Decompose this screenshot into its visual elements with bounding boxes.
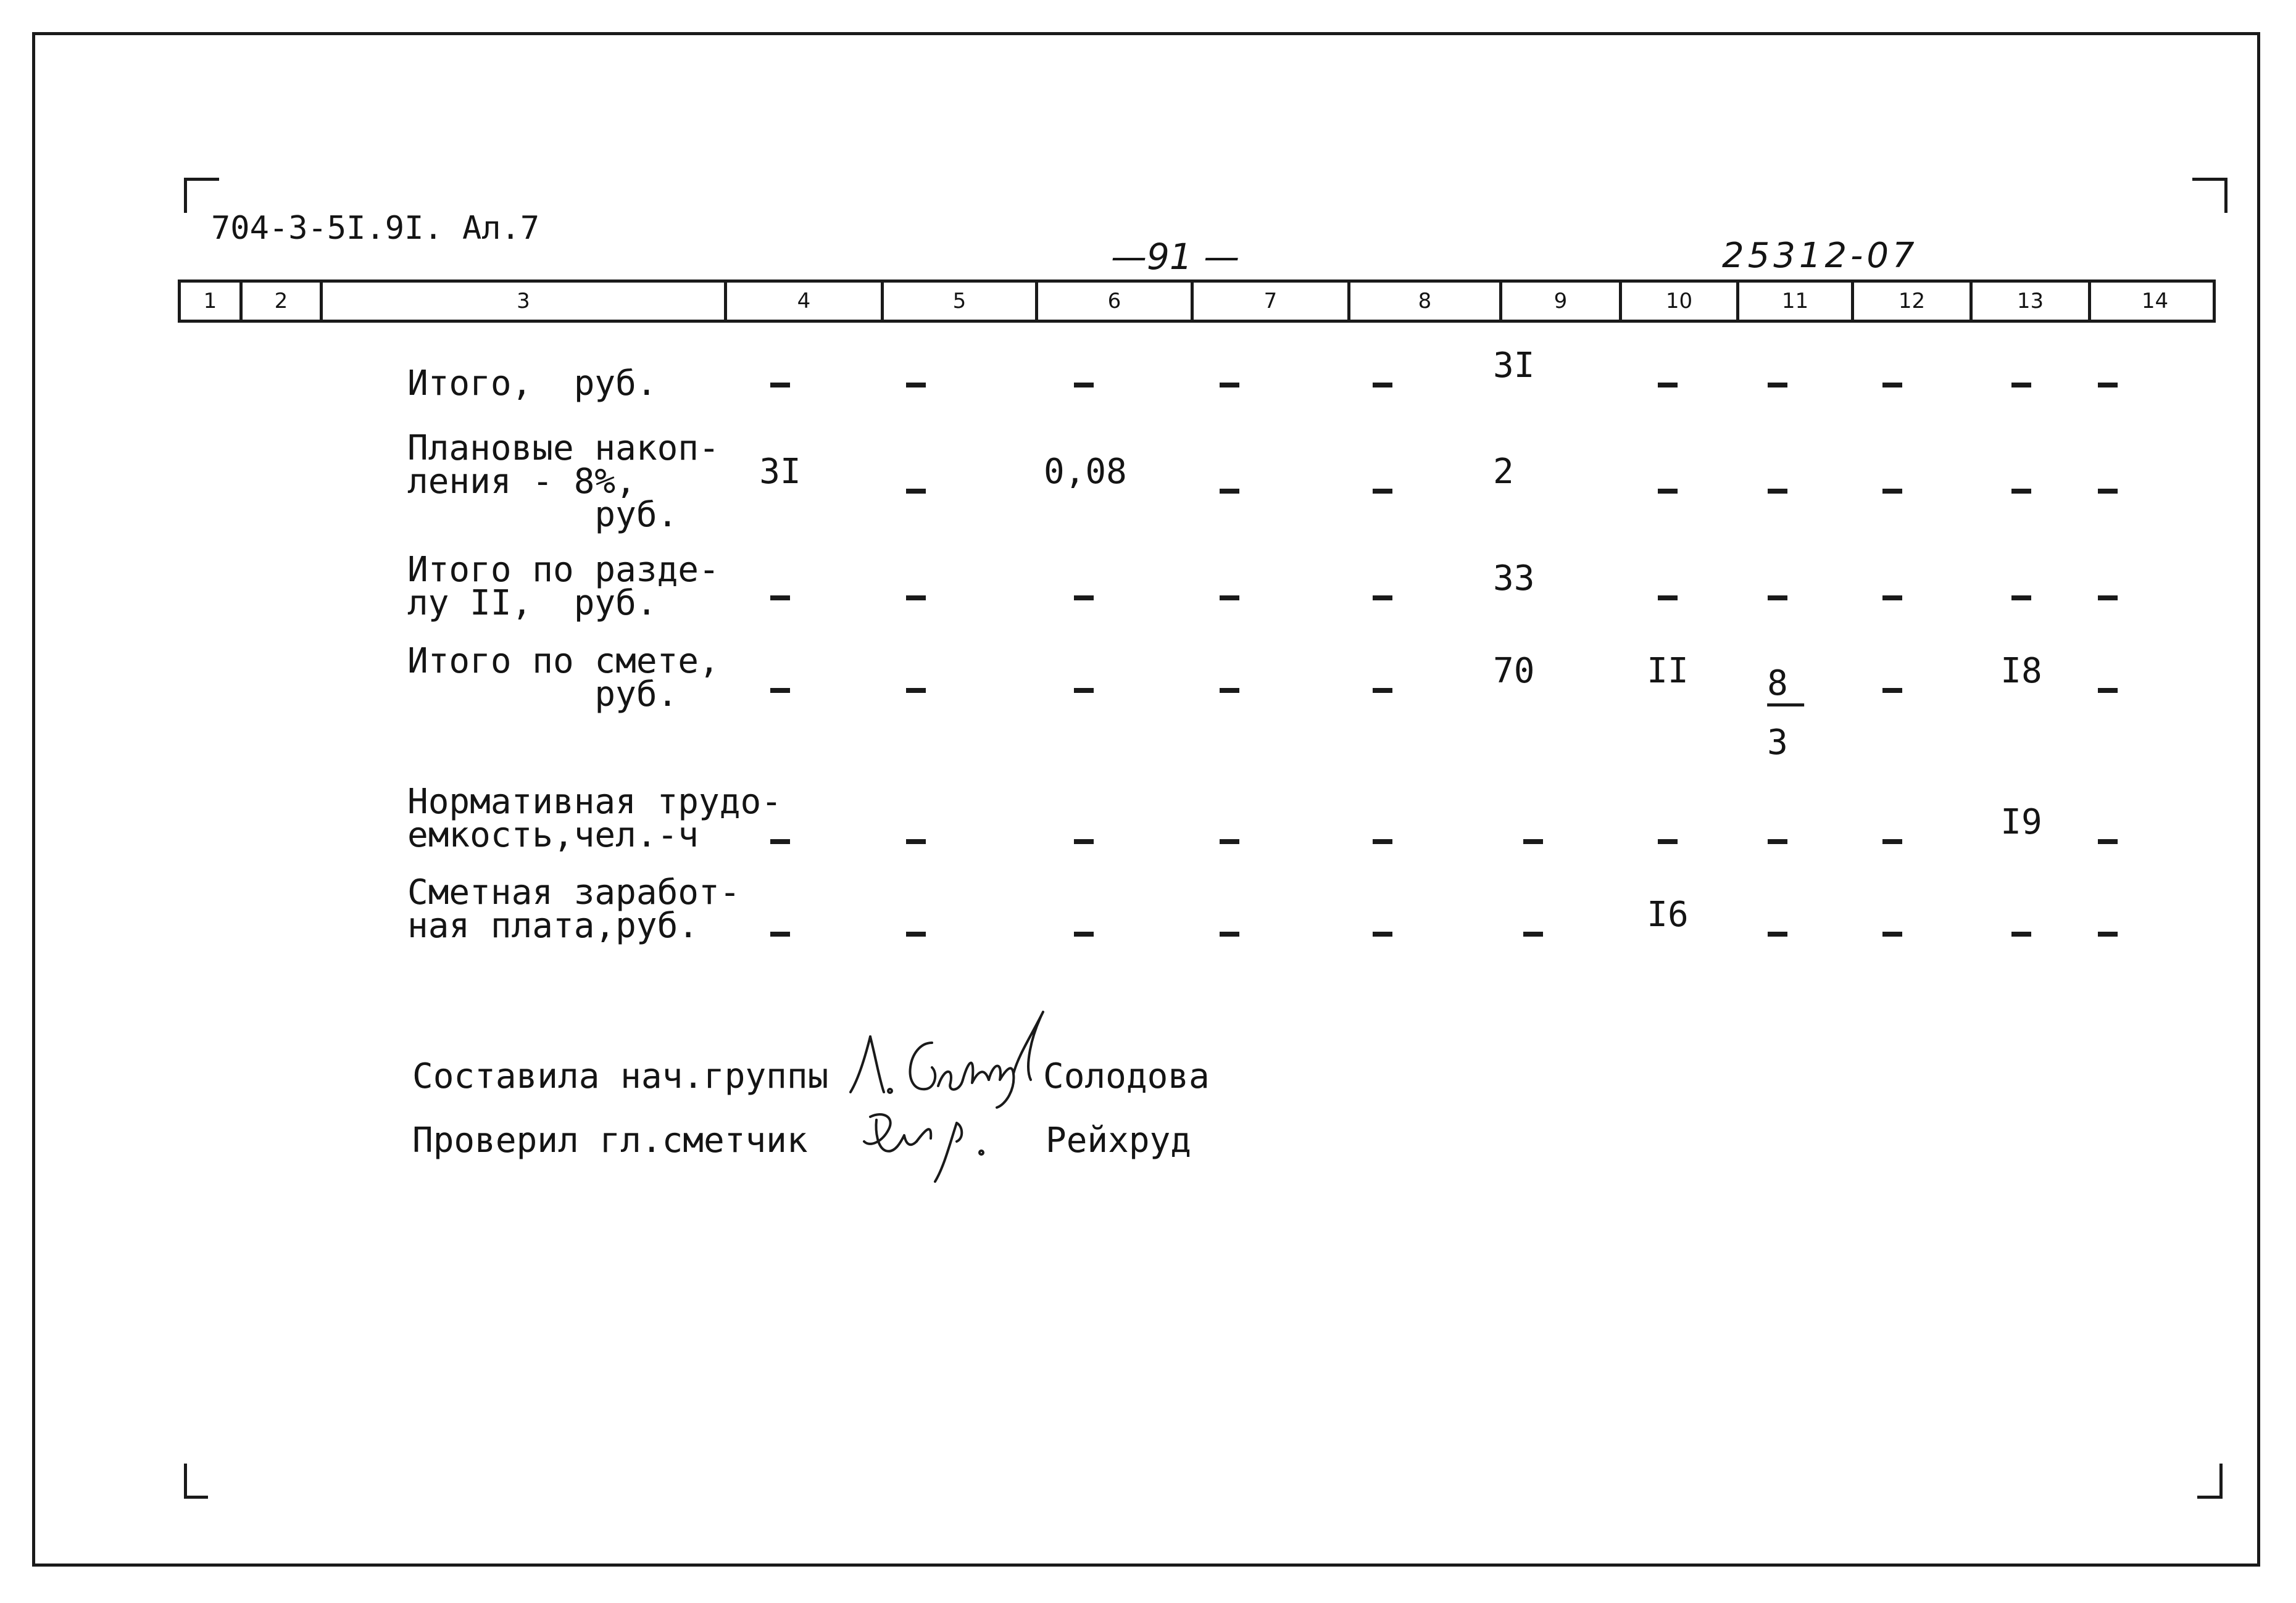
empty-value-dash bbox=[1882, 932, 1902, 937]
column-number-cell: 13 bbox=[1969, 283, 2088, 320]
row-label: Плановые накоп- ления - 8%, руб. bbox=[407, 428, 720, 535]
empty-value-dash bbox=[1074, 383, 1094, 387]
cell-value: 0,08 bbox=[1044, 452, 1127, 492]
empty-value-dash bbox=[1220, 688, 1239, 693]
cell-value: 3I bbox=[759, 452, 801, 492]
empty-value-dash bbox=[2011, 489, 2031, 494]
empty-value-dash bbox=[1768, 595, 1787, 600]
empty-value-dash bbox=[1074, 688, 1094, 693]
empty-value-dash bbox=[2098, 688, 2118, 693]
column-number-cell: 10 bbox=[1619, 283, 1736, 320]
column-number-row bbox=[178, 280, 2216, 323]
column-number-cell: 5 bbox=[881, 283, 1035, 320]
signature-reikhrud bbox=[858, 1104, 1006, 1185]
empty-value-dash bbox=[1768, 839, 1787, 844]
cell-value: 2 bbox=[1493, 452, 1514, 492]
empty-value-dash bbox=[2098, 595, 2118, 600]
row-label: Итого по смете, руб. bbox=[407, 641, 720, 715]
empty-value-dash bbox=[1523, 839, 1543, 844]
empty-value-dash bbox=[1074, 839, 1094, 844]
cell-value: I8 bbox=[2000, 651, 2042, 691]
column-number-cell: 14 bbox=[2088, 283, 2219, 320]
cell-value: 70 bbox=[1493, 651, 1535, 691]
empty-value-dash bbox=[2011, 383, 2031, 387]
empty-value-dash bbox=[1220, 383, 1239, 387]
empty-value-dash bbox=[1220, 932, 1239, 937]
cell-value: 33 bbox=[1493, 558, 1535, 599]
empty-value-dash bbox=[1768, 489, 1787, 494]
empty-value-dash bbox=[770, 688, 790, 693]
empty-value-dash bbox=[2098, 383, 2118, 387]
empty-value-dash bbox=[1882, 383, 1902, 387]
document-number: 25312-07 bbox=[1722, 236, 1918, 276]
empty-value-dash bbox=[906, 839, 926, 844]
empty-value-dash bbox=[1658, 489, 1678, 494]
empty-value-dash bbox=[1882, 595, 1902, 600]
corner-mark-top-right bbox=[2192, 178, 2227, 213]
empty-value-dash bbox=[1882, 489, 1902, 494]
cell-value: I9 bbox=[2000, 802, 2042, 842]
corner-mark-top-left bbox=[184, 178, 219, 213]
cell-value: I6 bbox=[1647, 895, 1689, 935]
composed-by-name: Солодова bbox=[1043, 1056, 1210, 1096]
empty-value-dash bbox=[2098, 489, 2118, 494]
empty-value-dash bbox=[1658, 383, 1678, 387]
empty-value-dash bbox=[906, 688, 926, 693]
empty-value-dash bbox=[906, 595, 926, 600]
corner-mark-bottom-left bbox=[184, 1464, 208, 1499]
column-number-cell: 9 bbox=[1499, 283, 1619, 320]
row-label: Итого, руб. bbox=[407, 363, 657, 404]
row-label: Нормативная трудо- емкость,чел.-ч bbox=[407, 782, 782, 855]
column-number-cell: 4 bbox=[724, 283, 881, 320]
column-number-cell: 8 bbox=[1347, 283, 1499, 320]
empty-value-dash bbox=[1373, 932, 1392, 937]
empty-value-dash bbox=[1882, 688, 1902, 693]
empty-value-dash bbox=[906, 383, 926, 387]
empty-value-dash bbox=[770, 839, 790, 844]
empty-value-dash bbox=[1523, 932, 1543, 937]
empty-value-dash bbox=[2098, 932, 2118, 937]
empty-value-dash bbox=[1373, 383, 1392, 387]
empty-value-dash bbox=[1768, 383, 1787, 387]
empty-value-dash bbox=[770, 932, 790, 937]
empty-value-dash bbox=[1658, 839, 1678, 844]
empty-value-dash bbox=[2011, 595, 2031, 600]
checked-by-name: Рейхруд bbox=[1046, 1120, 1192, 1161]
column-number-cell: 7 bbox=[1191, 283, 1347, 320]
empty-value-dash bbox=[1220, 595, 1239, 600]
empty-value-dash bbox=[1373, 595, 1392, 600]
document-code: 704-3-5I.9I. Ал.7 bbox=[211, 210, 540, 247]
column-number-cell: 11 bbox=[1736, 283, 1851, 320]
checked-by-label: Проверил гл.сметчик bbox=[412, 1120, 808, 1161]
column-number-cell: 3 bbox=[320, 283, 724, 320]
empty-value-dash bbox=[1074, 932, 1094, 937]
composed-by-label: Составила нач.группы bbox=[412, 1056, 829, 1096]
row-label: Итого по разде- лу II, руб. bbox=[407, 550, 720, 623]
empty-value-dash bbox=[2011, 932, 2031, 937]
empty-value-dash bbox=[1882, 839, 1902, 844]
empty-value-dash bbox=[1220, 489, 1239, 494]
column-number-cell: 1 bbox=[203, 289, 217, 313]
empty-value-dash bbox=[1074, 595, 1094, 600]
empty-value-dash bbox=[770, 595, 790, 600]
fraction-value: $\frac{8}{3}$ bbox=[1751, 663, 1804, 763]
empty-value-dash bbox=[1373, 688, 1392, 693]
column-number-cell: 12 bbox=[1851, 283, 1969, 320]
column-number-cell: 6 bbox=[1035, 283, 1191, 320]
empty-value-dash bbox=[1220, 839, 1239, 844]
empty-value-dash bbox=[1768, 932, 1787, 937]
page-number: —91 — bbox=[1111, 236, 1240, 278]
empty-value-dash bbox=[906, 932, 926, 937]
empty-value-dash bbox=[2098, 839, 2118, 844]
empty-value-dash bbox=[906, 489, 926, 494]
corner-mark-bottom-right bbox=[2197, 1464, 2223, 1499]
signature-solodova bbox=[846, 1000, 1055, 1111]
cell-value: II bbox=[1647, 651, 1689, 691]
empty-value-dash bbox=[1658, 595, 1678, 600]
empty-value-dash bbox=[1373, 489, 1392, 494]
row-label: Сметная заработ- ная плата,руб. bbox=[407, 872, 741, 946]
column-number-cell: 2 bbox=[239, 283, 320, 320]
empty-value-dash bbox=[1373, 839, 1392, 844]
cell-value: 3I bbox=[1493, 346, 1535, 386]
empty-value-dash bbox=[770, 383, 790, 387]
